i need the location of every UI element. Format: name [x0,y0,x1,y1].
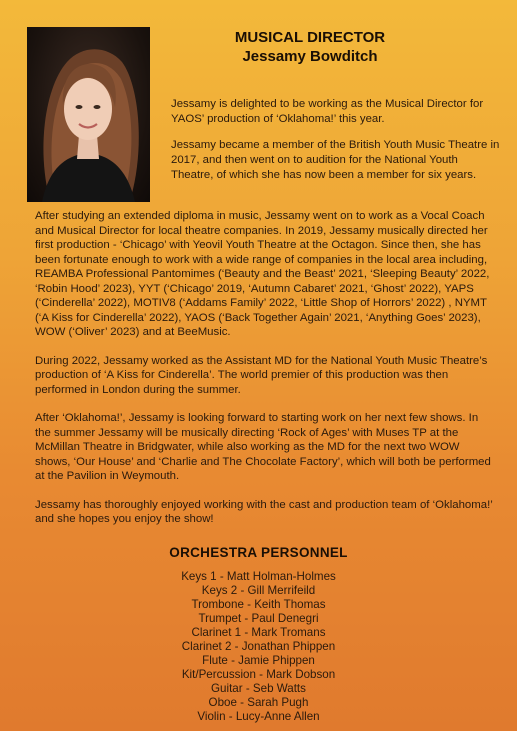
orchestra-member: Trumpet - Paul Denegri [198,612,319,625]
orchestra-member: Violin - Lucy-Anne Allen [197,710,320,723]
orchestra-heading: ORCHESTRA PERSONNEL [169,545,348,560]
orchestra-list [0,570,517,724]
orchestra-member: Clarinet 1 - Mark Tromans [191,626,326,639]
orchestra-member: Flute - Jamie Phippen [202,654,315,667]
intro-paragraph: Jessamy became a member of the British Youth Music Theatre in 2017, and then went on to audition for the National Youth Theatre, of which she has now been a member for six years. [171,139,500,181]
intro-text [171,97,501,194]
header [160,28,460,66]
orchestra-member: Guitar - Seb Watts [211,682,306,695]
bio-paragraph: Jessamy has thoroughly enjoyed working with the cast and production team of ‘Oklahoma!’ and she hopes you enjoy the show! [35,498,493,525]
orchestra-member: Keys 1 - Matt Holman-Holmes [181,570,336,583]
intro-paragraph: Jessamy is delighted to be working as the Musical Director for YAOS’ production of ‘Oklahoma!’ this year. [171,98,484,125]
orchestra-member: Trombone - Keith Thomas [191,598,326,611]
page-role-title: MUSICAL DIRECTOR [234,29,386,46]
biography-text [35,209,495,541]
orchestra-member: Clarinet 2 - Jonathan Phippen [181,640,336,653]
director-name: Jessamy Bowditch [242,48,378,65]
bio-paragraph: During 2022, Jessamy worked as the Assistant MD for the National Youth Music Theatre’s production of ‘A Kiss for Cinderella’. The world premier of this production was then performed in London during the summer. [35,354,488,396]
portrait-illustration [27,27,150,202]
bio-paragraph: After studying an extended diploma in music, Jessamy went on to work as a Vocal Coach and Musical Director for local theatre companies. In 2019, Jessamy musically directed her first production - ‘Chicago’ with Yeovil Youth Theatre at the Octagon. Since then, she has been fortunate enough to work with a wide range of companies in the local area including, REAMBA Professional Pantomimes (‘Beauty and the Beast’ 2021, ‘Sleeping Beauty’ 2022, ‘Robin Hood’ 2023), YYT (‘Chicago’ 2019, ‘Autumn Cabaret’ 2021, ‘Ghost’ 2022), YAPS (‘Cinderella’ 2022), MOTIV8 (‘Addams Family’ 2022, ‘Little Shop of Horrors’ 2022) , NYMT (‘A Kiss for Cinderella’ 2022), YAOS (‘Back Together Again’ 2021, ‘Anything Goes’ 2023), WOW (‘Oliver’ 2023) and at BeeMusic. [35,210,490,338]
orchestra-member: Kit/Percussion - Mark Dobson [181,668,336,681]
orchestra-member: Keys 2 - Gill Merrifeild [201,584,316,597]
portrait-photo [27,27,150,202]
orchestra-member: Oboe - Sarah Pugh [208,696,309,709]
bio-paragraph: After ‘Oklahoma!’, Jessamy is looking forward to starting work on her next few shows. In the summer Jessamy will be musically directing ‘Rock of Ages’ with Muses TP at the McMillan Theatre in Bridgwater, while also working as the MD for the next two WOW shows, ‘Our House’ and ‘Charlie and The Chocolate Factory’, which will both be performed at the Pavilion in Weymouth. [35,412,491,482]
